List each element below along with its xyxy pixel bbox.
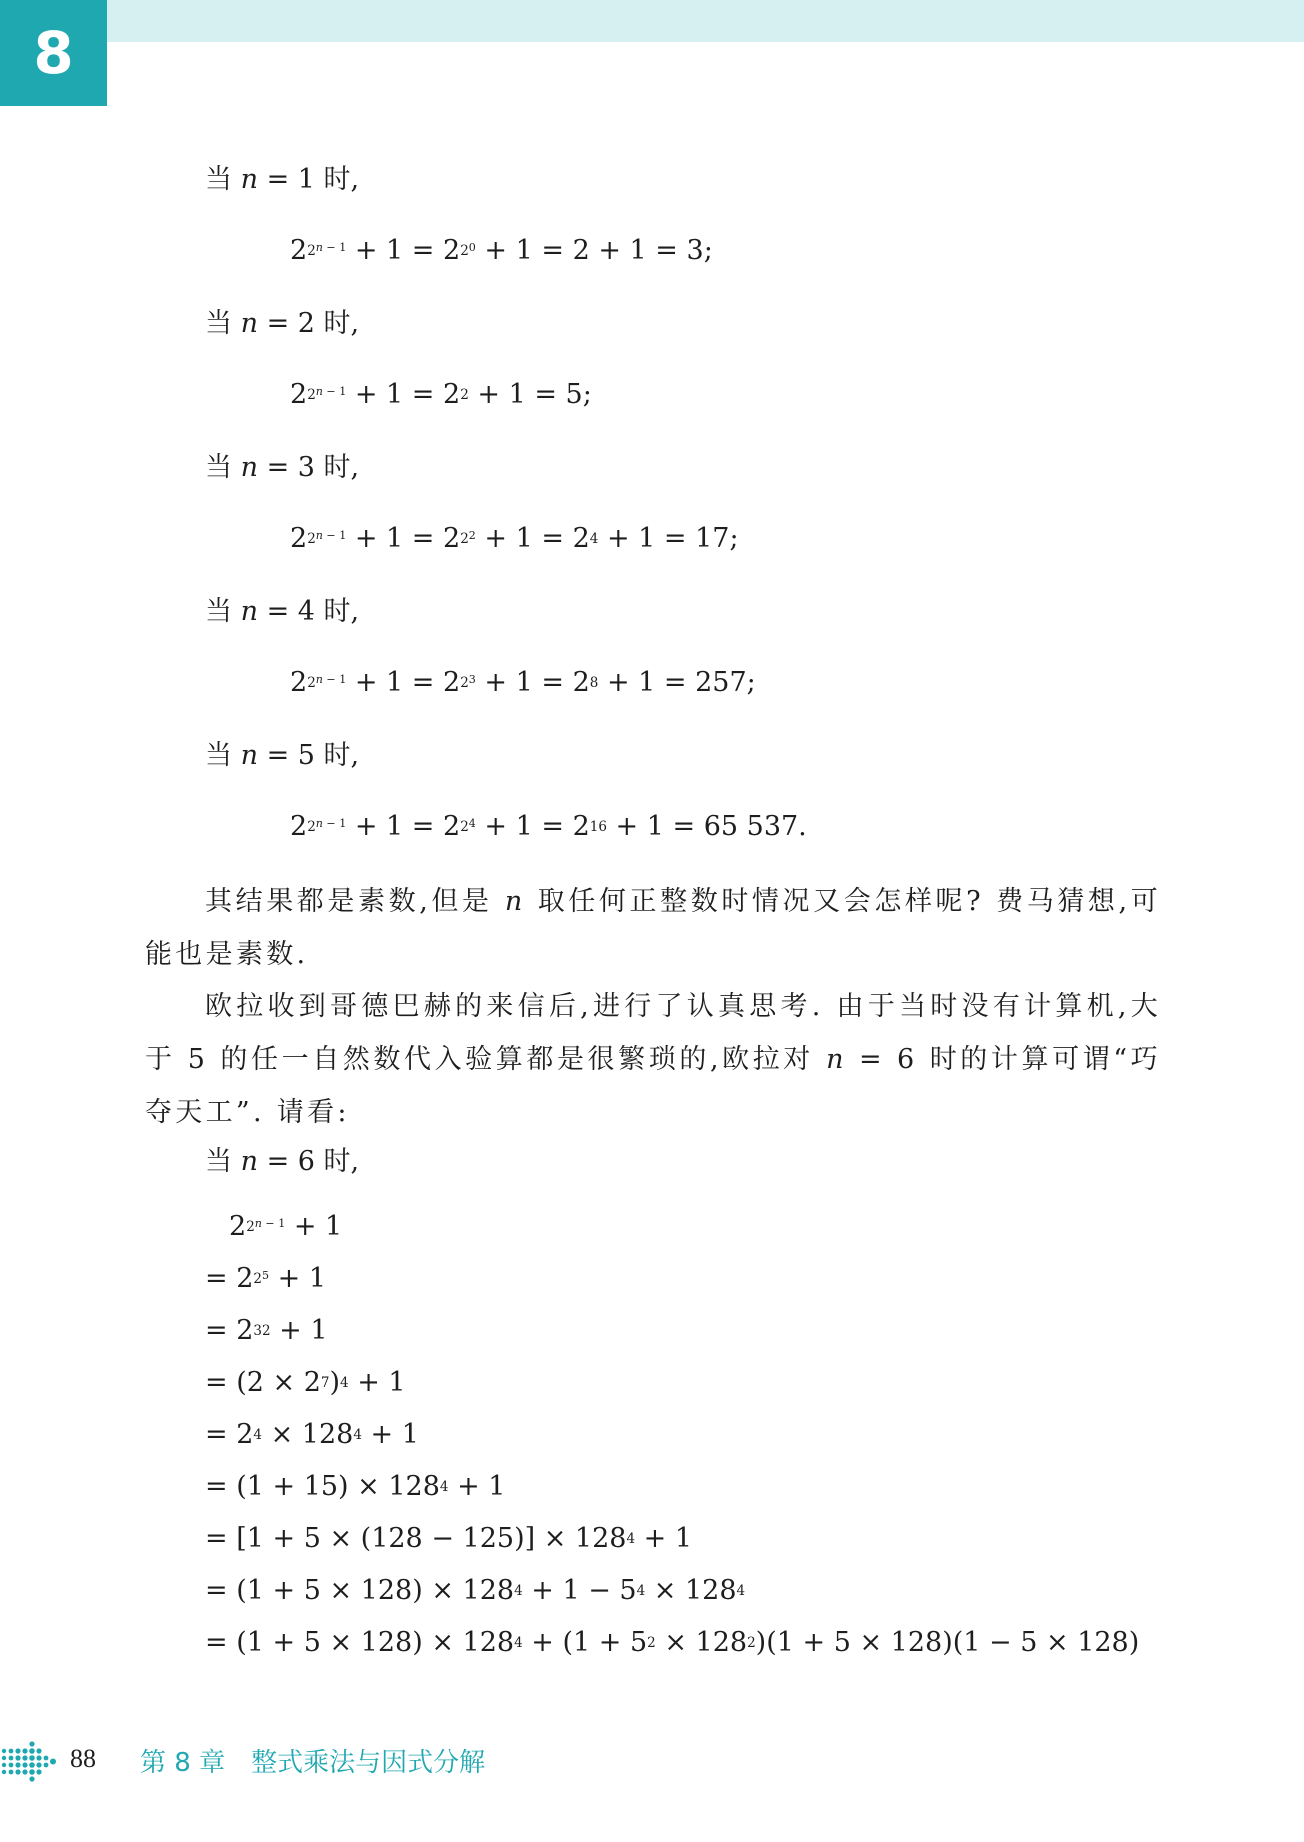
case-label-3: 当 n = 3 时, [205, 452, 360, 483]
derivation-line-1: = $2^{2^5} + 1$ [205, 1263, 326, 1294]
case-formula-3: $2^{2^{n - 1}} + 1 = 2^{2^2} + 1 = 2^4 + 1 = 17$; [290, 523, 739, 554]
paragraph-2: 欧拉收到哥德巴赫的来信后,进行了认真思考. 由于当时没有计算机,大于 5 的任一自然数代入验算都是很繁琐的,欧拉对 n = 6 时的计算可谓“巧夺天工”. 请看: [145, 991, 1161, 1128]
derivation-line-2: = $2^{32} + 1$ [205, 1315, 328, 1346]
chapter-title: 整式乘法与因式分解 [251, 1748, 486, 1778]
derivation-line-7: = $(1 + 5 \times 128) \times 128^4 + 1 - 5^4 \times 128^4$ [205, 1575, 746, 1606]
case-formula-2: $2^{2^{n - 1}} + 1 = 2^2 + 1 = 5$; [290, 379, 592, 410]
derivation-line-3: = $(2 \times 2^7)^4 + 1$ [205, 1367, 406, 1398]
footer-dot-ornament [0, 1737, 62, 1787]
case-label-2: 当 n = 2 时, [205, 308, 360, 339]
derivation-line-8: = $(1 + 5 \times 128) \times 128^4 + (1 + 5^2 \times 128^2)(1 + 5 \times 128)(1 - 5 \times 128)$ [205, 1627, 1140, 1658]
derivation-line-5: = $(1 + 15) \times 128^4 + 1$ [205, 1471, 506, 1502]
chapter-number-tab [0, 0, 107, 106]
header-band [107, 0, 1304, 42]
derivation-line-0: $2^{2^{n - 1}} + 1$ [229, 1211, 343, 1242]
chapter-number: 8 [33, 19, 74, 87]
paragraph-1: 其结果都是素数,但是 n 取任何正整数时情况又会怎样呢? 费马猜想,可能也是素数. [145, 886, 1162, 970]
derivation-line-6: = $[1 + 5 \times (128 - 125)] \times 128^4 + 1$ [205, 1523, 693, 1554]
case-label-5: 当 n = 5 时, [205, 740, 360, 771]
case-formula-5: $2^{2^{n - 1}} + 1 = 2^{2^4} + 1 = 2^{16} + 1 = 65$ 537. [290, 811, 807, 842]
case-label-4: 当 n = 4 时, [205, 596, 360, 627]
case-formula-1: $2^{2^{n - 1}} + 1 = 2^{2^0} + 1 = 2 + 1 = 3$; [290, 235, 713, 266]
page-number: 88 [70, 1744, 96, 1773]
case-label-6: 当 n = 6 时, [205, 1146, 360, 1177]
derivation-line-4: = $2^4 \times 128^4 + 1$ [205, 1419, 419, 1450]
case-formula-4: $2^{2^{n - 1}} + 1 = 2^{2^3} + 1 = 2^8 + 1 = 257$; [290, 667, 756, 698]
chapter-label: 第 8 章 [140, 1748, 226, 1778]
footer-chapter-info [140, 1742, 511, 1779]
case-label-1: 当 n = 1 时, [205, 164, 360, 195]
